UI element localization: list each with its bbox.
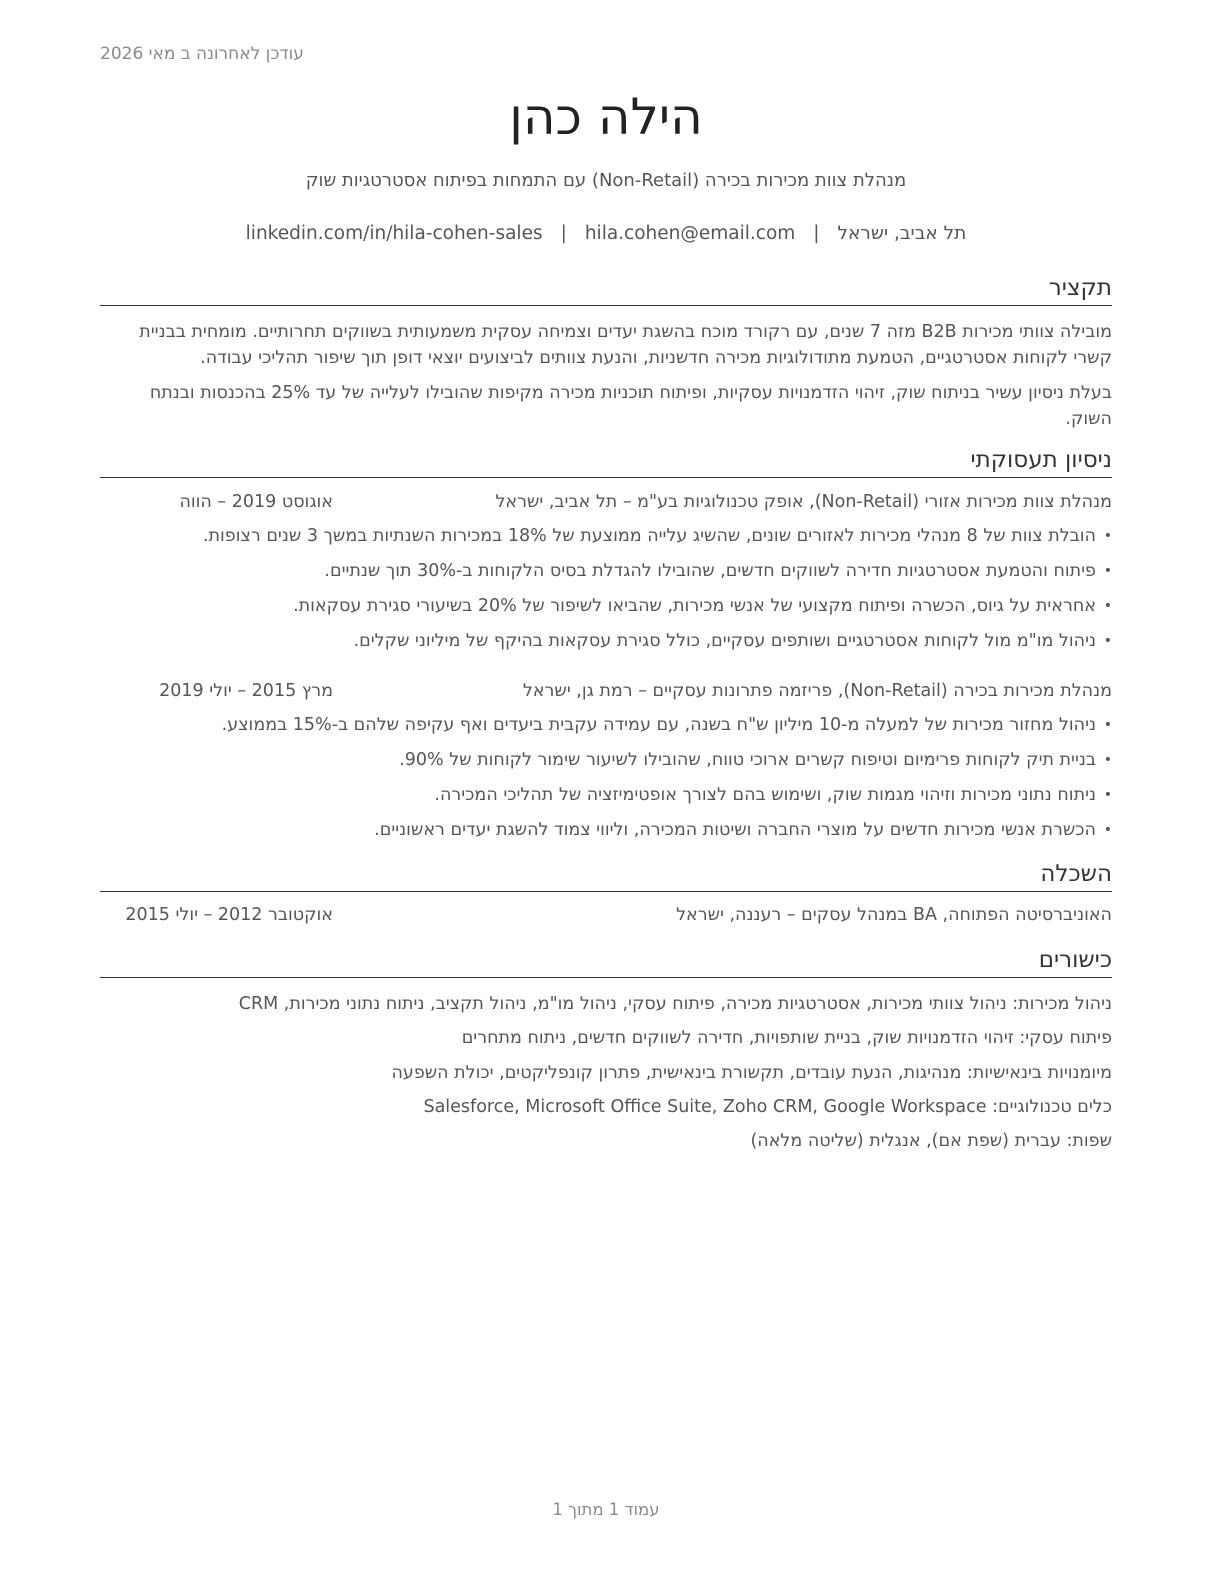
job-bullet: • ניהול מחזור מכירות של למעלה מ-10 מיליון ש"ח בשנה, עם עמידה עקבית ביעדים ואף עקיפה שלהם ב-15% בממוצע. — [100, 712, 1112, 738]
job-role: מנהלת מכירות בכירה (Non-Retail), פריזמה פתרונות עסקיים – רמת גן, ישראל — [522, 681, 1112, 701]
job-dates: אוגוסט 2019 – הווה — [179, 492, 333, 512]
candidate-name: הילה כהן — [509, 88, 703, 146]
job-header — [100, 492, 1112, 518]
contact-separator: | — [813, 223, 820, 244]
contact-linkedin[interactable]: linkedin.com/in/hila-cohen-sales — [245, 223, 543, 244]
education-entry — [100, 905, 1112, 931]
job-bullet: • ניתוח נתוני מכירות וזיהוי מגמות שוק, ושימוש בהם לצורך אופטימיזציה של תהליכי המכירה. — [100, 782, 1112, 808]
section-title-experience: ניסיון תעסוקתי — [100, 446, 1112, 478]
education-dates: אוקטובר 2012 – יולי 2015 — [125, 905, 333, 925]
education-school: האוניברסיטה הפתוחה, BA במנהל עסקים – רעננה, ישראל — [676, 905, 1112, 925]
job-bullets — [100, 523, 1112, 663]
job-bullet: • הכשרת אנשי מכירות חדשים על מוצרי החברה ושיטות המכירה, וליווי צמוד להשגת יעדים ראשוניים. — [100, 817, 1112, 843]
contact-separator: | — [560, 223, 567, 244]
job-bullet: • אחראית על גיוס, הכשרה ופיתוח מקצועי של אנשי מכירות, שהביאו לשיפור של 20% בשיעורי סגירת עסקאות. — [100, 593, 1112, 619]
section-title-education: השכלה — [100, 860, 1112, 892]
contact-email[interactable]: hila.cohen@email.com — [584, 223, 796, 244]
job-role: מנהלת צוות מכירות אזורי (Non-Retail), אופק טכנולוגיות בע"מ – תל אביב, ישראל — [495, 492, 1112, 512]
contact-location: תל אביב, ישראל — [837, 223, 967, 244]
skill-line: פיתוח עסקי: זיהוי הזדמנויות שוק, בניית שותפויות, חדירה לשווקים חדשים, ניתוח מתחרים — [461, 1028, 1112, 1048]
job-bullet: • בניית תיק לקוחות פרימיום וטיפוח קשרים ארוכי טווח, שהובילו לשיעור שימור לקוחות של 90%. — [100, 747, 1112, 773]
skill-line: מיומנויות בינאישיות: מנהיגות, הנעת עובדים, תקשורת בינאישית, פתרון קונפליקטים, יכולת השפעה — [391, 1063, 1112, 1083]
tagline: מנהלת צוות מכירות בכירה (Non-Retail) עם התמחות בפיתוח אסטרטגיות שוק — [305, 170, 907, 191]
section-title-skills: כישורים — [100, 946, 1112, 978]
skill-line: שפות: עברית (שפת אם), אנגלית (שליטה מלאה) — [750, 1131, 1112, 1151]
page-number: עמוד 1 מתוך 1 — [552, 1500, 660, 1519]
summary-paragraph: בעלת ניסיון עשיר בניתוח שוק, זיהוי הזדמנויות עסקיות, ופיתוח תוכניות מכירה מקיפות שהובילו לעלייה של עד 25% בהכנסות ובנתח השוק. — [149, 383, 1112, 429]
skill-line: ניהול מכירות: ניהול צוותי מכירות, אסטרטגיות מכירה, פיתוח עסקי, ניהול מו"מ, ניהול תקציב, ניתוח נתוני מכירות, CRM — [238, 994, 1112, 1014]
job-bullet: • ניהול מו"מ מול לקוחות אסטרטגיים ושותפים עסקיים, כולל סגירת עסקאות בהיקף של מיליוני שקלים. — [100, 628, 1112, 654]
resume-page — [100, 0, 1112, 1584]
job-bullets — [100, 712, 1112, 852]
job-bullet: • פיתוח והטמעת אסטרטגיות חדירה לשווקים חדשים, שהובילו להגדלת בסיס הלקוחות ב-30% תוך שנתיים. — [100, 558, 1112, 584]
section-title-summary: תקציר — [100, 274, 1112, 306]
job-bullet: • הובלת צוות של 8 מנהלי מכירות לאזורים שונים, שהשיג עלייה ממוצעת של 18% במכירות השנתיות במשך 3 שנים רצופות. — [100, 523, 1112, 549]
job-dates: מרץ 2015 – יולי 2019 — [159, 681, 333, 701]
skill-line: כלים טכנולוגיים: Salesforce, Microsoft Office Suite, Zoho CRM, Google Workspace — [423, 1097, 1112, 1117]
job-header — [100, 681, 1112, 707]
summary-paragraph: מובילה צוותי מכירות B2B מזה 7 שנים, עם רקורד מוכח בהשגת יעדים וצמיחה עסקית משמעותית בשווקים תחרותיים. מומחית בבניית קשרי לקוחות אסטרטגיים, הטמעת מתודולוגיות מכירה חדשניות, והנעת צוותים לביצועים יוצאי דופן תוך שיפור תהליכי עבודה. — [139, 322, 1112, 368]
contact-line — [100, 223, 1112, 244]
last-updated: עודכן לאחרונה ב מאי 2026 — [100, 44, 304, 64]
